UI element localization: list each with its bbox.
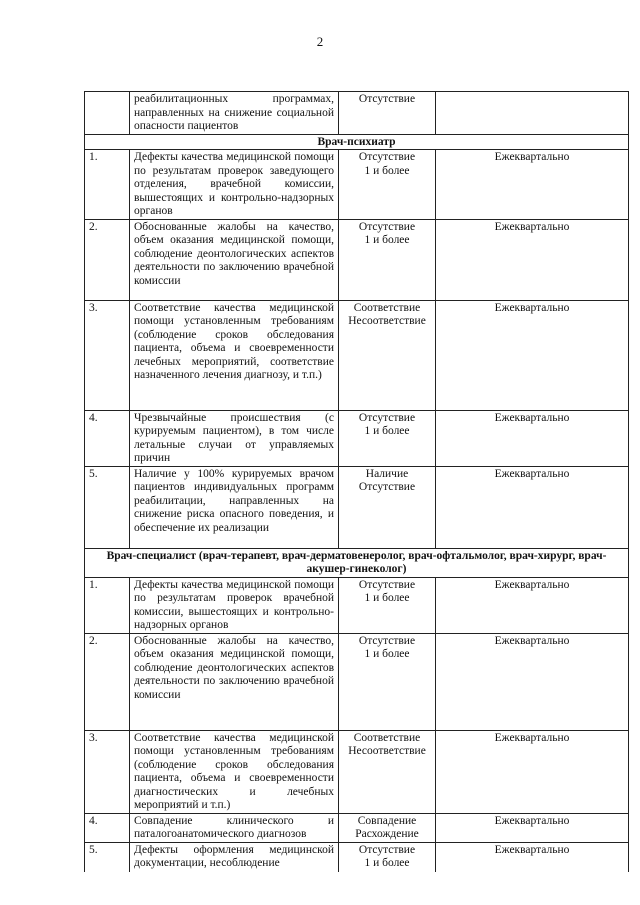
value-option: Отсутствие	[358, 578, 416, 591]
row-number: 5.	[85, 842, 130, 872]
frequency-cell: Ежеквартально	[436, 300, 629, 410]
value-option: 1 и более	[364, 164, 410, 177]
value-cell	[339, 813, 436, 842]
value-cell	[339, 300, 436, 410]
frequency-cell: Ежеквартально	[436, 219, 629, 300]
section-title: Врач-психиатр	[85, 134, 629, 150]
value-option: Отсутствие	[358, 481, 416, 493]
row-number: 3.	[85, 730, 130, 813]
table-row	[85, 300, 629, 410]
value-option: 1 и более	[364, 857, 410, 869]
table-row	[85, 842, 629, 872]
value-option: Несоответствие	[348, 315, 426, 327]
section-header-row	[85, 134, 629, 150]
table-row	[85, 577, 629, 633]
row-number: 2.	[85, 633, 130, 730]
criterion-cell: Обоснованные жалобы на качество, объем оказания медицинской помощи, соблюдение деонтологических аспектов деятельности по заключению врачебной комиссии	[130, 219, 339, 300]
value-option: Наличие	[365, 467, 409, 480]
value-option: 1 и более	[364, 592, 410, 604]
value-option: 1 и более	[364, 425, 410, 437]
section-header-row	[85, 548, 629, 577]
criterion-cell: Дефекты качества медицинской помощи по результатам проверок заведующего отделения, врачебной комиссии, вышестоящих и контрольно-надзорных органов	[130, 150, 339, 220]
row-number: 2.	[85, 219, 130, 300]
value-option: Отсутствие	[358, 411, 416, 424]
value-option: Отсутствие	[358, 634, 416, 647]
value-option: Отсутствие	[358, 151, 416, 163]
value-option: 1 и более	[364, 234, 410, 246]
table-row	[85, 633, 629, 730]
value-cell: Отсутствие	[339, 92, 436, 135]
criterion-cell: Обоснованные жалобы на качество, объем оказания медицинской помощи, соблюдение деонтологических аспектов деятельности по заключению врачебной комиссии	[130, 633, 339, 730]
criterion-cell: Совпадение клинического и паталогоанатомического диагнозов	[130, 813, 339, 842]
criteria-table	[84, 91, 629, 872]
value-option: Совпадение	[357, 814, 417, 827]
row-number: 1.	[85, 577, 130, 633]
table-row	[85, 219, 629, 300]
row-number: 5.	[85, 466, 130, 548]
value-option: Несоответствие	[348, 745, 426, 757]
frequency-cell: Ежеквартально	[436, 842, 629, 872]
row-number: 1.	[85, 150, 130, 220]
value-cell	[339, 219, 436, 300]
table-row	[85, 813, 629, 842]
criterion-cell: Соответствие качества медицинской помощи установленным требованиям (соблюдение сроков обследования пациента, объема и своевременности диагностических и лечебных мероприятий и т.п.)	[130, 730, 339, 813]
value-cell	[339, 633, 436, 730]
value-cell	[339, 730, 436, 813]
value-cell	[339, 842, 436, 872]
value-option: Соответствие	[353, 731, 421, 744]
criterion-cell: Дефекты качества медицинской помощи по результатам проверок врачебной комиссии, вышестоящих и контрольно-надзорных органов	[130, 577, 339, 633]
page-number: 2	[316, 34, 324, 49]
value-cell	[339, 410, 436, 466]
frequency-cell: Ежеквартально	[436, 730, 629, 813]
criterion-cell: реабилитационных программах, направленных на снижение социальной опасности пациентов	[130, 92, 339, 135]
value-option: Отсутствие	[358, 220, 416, 233]
table-row	[85, 730, 629, 813]
table-row	[85, 466, 629, 548]
frequency-cell	[436, 92, 629, 135]
table-row	[85, 150, 629, 220]
frequency-cell: Ежеквартально	[436, 577, 629, 633]
row-number: 3.	[85, 300, 130, 410]
table-row	[85, 410, 629, 466]
frequency-cell: Ежеквартально	[436, 466, 629, 548]
row-number: 4.	[85, 410, 130, 466]
frequency-cell: Ежеквартально	[436, 813, 629, 842]
section-title: Врач-специалист (врач-терапевт, врач-дерматовенеролог, врач-офтальмолог, врач-хирург, врач-акушер-гинеколог)	[85, 548, 629, 577]
value-option: Отсутствие	[358, 843, 416, 856]
row-number: 4.	[85, 813, 130, 842]
row-number	[85, 92, 130, 135]
criterion-cell: Соответствие качества медицинской помощи установленным требованиям (соблюдение сроков обследования пациента, объема и своевременности лечебных мероприятий, соответствие назначенного лечения диагнозу, и т.п.)	[130, 300, 339, 410]
table-row	[85, 92, 629, 135]
frequency-cell: Ежеквартально	[436, 633, 629, 730]
value-option: Соответствие	[353, 301, 421, 314]
value-cell	[339, 466, 436, 548]
frequency-cell: Ежеквартально	[436, 410, 629, 466]
value-cell	[339, 150, 436, 220]
value-cell	[339, 577, 436, 633]
criterion-cell: Наличие у 100% курируемых врачом пациентов индивидуальных программ реабилитации, направленных на снижение риска опасного поведения, и обеспечение их реализации	[130, 466, 339, 548]
frequency-cell: Ежеквартально	[436, 150, 629, 220]
value-option: 1 и более	[364, 648, 410, 660]
criterion-cell: Дефекты оформления медицинской документации, несоблюдение	[130, 842, 339, 872]
criterion-cell: Чрезвычайные происшествия (с курируемым пациентом), в том числе летальные случаи от управляемых причин	[130, 410, 339, 466]
value-option: Расхождение	[355, 828, 419, 840]
